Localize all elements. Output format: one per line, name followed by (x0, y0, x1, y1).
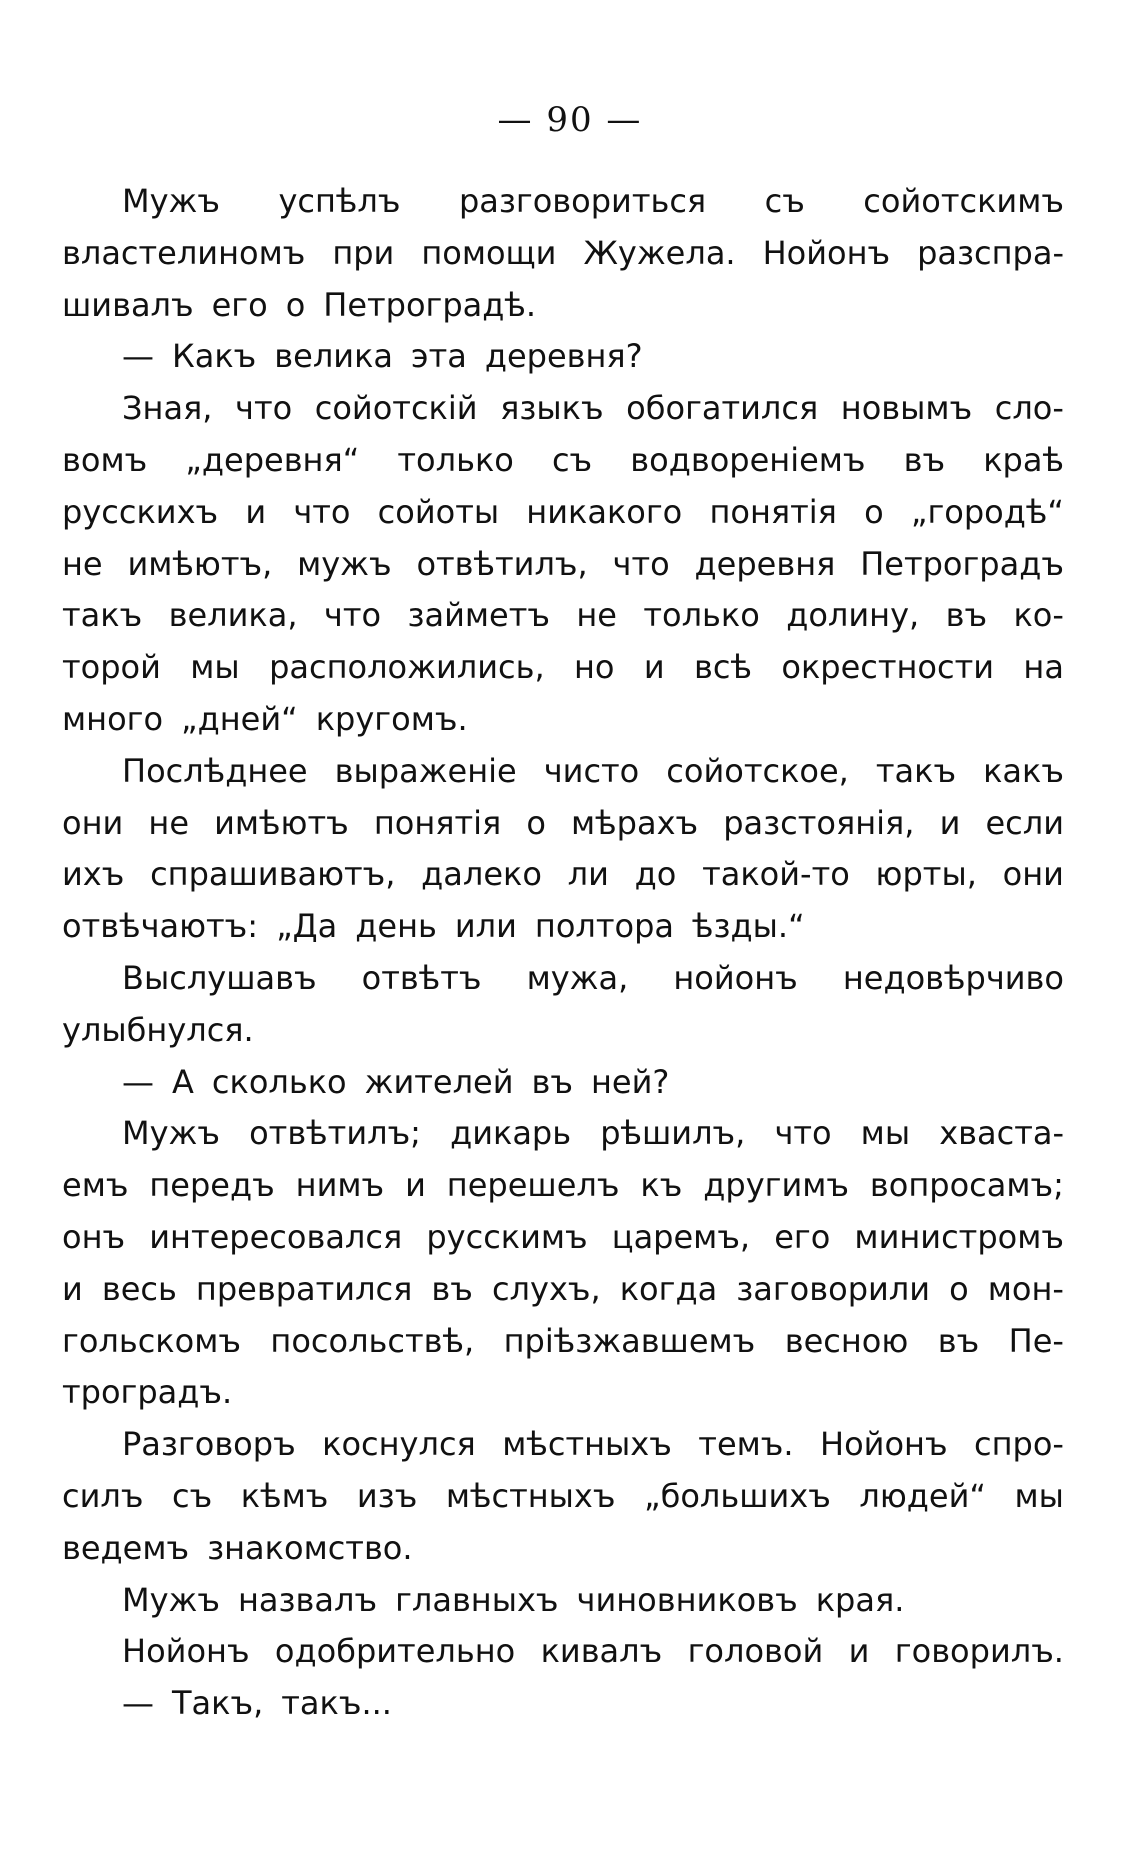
word: что (774, 1114, 832, 1153)
word: другимъ (703, 1166, 849, 1205)
word: только (643, 596, 760, 635)
word: Мужъ (122, 182, 220, 220)
word: сойотское, (666, 751, 849, 790)
word: Такъ, (172, 1684, 264, 1723)
word: помощи (421, 233, 557, 272)
word: съ (764, 182, 805, 220)
text-line (62, 1523, 1064, 1575)
word: мѣстныхъ (445, 1476, 616, 1515)
word: онъ (62, 1217, 126, 1256)
text-line (62, 642, 1064, 694)
paragraph (62, 1419, 1064, 1574)
word: Петроградъ (860, 544, 1064, 583)
word: одобрительно (274, 1632, 516, 1671)
word: Петроградѣ. (323, 285, 537, 324)
word: только (397, 440, 514, 479)
word: мы (860, 1114, 911, 1153)
word: главныхъ (395, 1580, 559, 1619)
word: въ (945, 596, 988, 635)
word: знакомство. (207, 1528, 413, 1567)
word: окрестности (781, 648, 995, 687)
word: расположились, (269, 648, 545, 687)
word: не (62, 544, 103, 583)
word: сойотскимъ (863, 182, 1064, 220)
word: Зная, (122, 389, 213, 428)
word: говорилъ. (894, 1632, 1064, 1671)
word: никакого (526, 492, 683, 531)
word: и (848, 1632, 870, 1671)
body-text (62, 176, 1064, 1730)
paragraph (62, 746, 1064, 953)
word: мы (190, 648, 240, 687)
word: въ (531, 1062, 573, 1101)
text-line (62, 331, 1064, 383)
word: языкъ (500, 389, 604, 428)
word: недовѣрчиво (842, 958, 1064, 997)
word: отвѣчаютъ: (62, 907, 259, 946)
word: когда (619, 1269, 718, 1308)
text-line (62, 1419, 1064, 1471)
word: разговориться (458, 182, 707, 220)
paragraph (62, 383, 1064, 746)
word: — (122, 337, 154, 376)
word: и (62, 1269, 83, 1308)
word: изъ (356, 1476, 418, 1515)
paragraph (62, 953, 1064, 1057)
text-line (62, 746, 1064, 798)
word: интересовался (149, 1217, 403, 1256)
word: съ (172, 1476, 213, 1515)
word: такъ (62, 596, 143, 635)
text-line (62, 1108, 1064, 1160)
word: разстоянія, (723, 803, 915, 842)
word: ней? (590, 1062, 670, 1101)
word: краѣ (983, 440, 1064, 479)
word: его (211, 285, 268, 324)
word: полтора (534, 907, 674, 946)
word: съ (551, 440, 593, 479)
text-line (62, 798, 1064, 850)
word: что (235, 389, 293, 428)
word: выраженіе (334, 751, 517, 790)
word: назвалъ (237, 1580, 378, 1619)
text-line (62, 435, 1064, 487)
word: — (122, 1062, 154, 1101)
word: и (643, 648, 665, 687)
word: мужъ (297, 544, 392, 583)
word: Какъ (172, 337, 257, 376)
word: кѣмъ (240, 1476, 329, 1515)
word: деревня (694, 544, 836, 583)
word: понятія (709, 492, 837, 531)
text-line (62, 1678, 1064, 1730)
word: хваста- (939, 1114, 1064, 1153)
word: „городѣ“ (910, 492, 1064, 531)
word: русскихъ (62, 492, 219, 531)
word: мон- (987, 1269, 1064, 1308)
word: или (454, 907, 517, 946)
word: рѣшилъ, (600, 1114, 746, 1153)
word: властелиномъ (62, 233, 306, 272)
word: нойонъ (673, 958, 798, 997)
word: емъ (62, 1166, 129, 1205)
word: понятія (373, 803, 502, 842)
paragraph (62, 1108, 1064, 1419)
word: „Да (276, 907, 338, 946)
word: до (634, 855, 677, 894)
word: заговорили (736, 1269, 931, 1308)
word: имѣютъ, (127, 544, 273, 583)
word: гольскомъ (62, 1321, 241, 1360)
word: какъ (983, 751, 1064, 790)
word: сойотскій (314, 389, 478, 428)
word: русскимъ (426, 1217, 588, 1256)
word: коснулся (322, 1425, 476, 1464)
word: ли (567, 855, 609, 894)
word: такъ... (281, 1684, 392, 1723)
word: Нойонъ (122, 1632, 250, 1671)
word: спро- (974, 1425, 1064, 1464)
word: царемъ, (611, 1217, 751, 1256)
word: обогатился (626, 389, 819, 428)
word: въ (431, 1269, 473, 1308)
word: торой (62, 648, 161, 687)
word: къ (640, 1166, 683, 1205)
word: что (612, 544, 670, 583)
word: передъ (149, 1166, 275, 1205)
word: министромъ (854, 1217, 1064, 1256)
word: Мужъ (122, 1580, 220, 1619)
word: отвѣтилъ; (249, 1114, 421, 1153)
word: превратился (195, 1269, 413, 1308)
text-line (62, 1575, 1064, 1627)
text-line (62, 1005, 1064, 1057)
word: посольствѣ, (270, 1321, 475, 1360)
word: перешелъ (446, 1166, 620, 1205)
word: юрты, (875, 855, 977, 894)
word: ѣзды.“ (691, 907, 805, 946)
word: Пе- (1008, 1321, 1064, 1360)
word: о (864, 492, 884, 531)
text-line (62, 1316, 1064, 1368)
word: при (332, 233, 395, 272)
word: велика (274, 337, 393, 376)
word: имѣютъ (214, 803, 349, 842)
word: головой (687, 1632, 824, 1671)
word: Послѣднее (122, 751, 308, 790)
text-line (62, 1471, 1064, 1523)
word: пріѣзжавшемъ (503, 1321, 756, 1360)
word: не (576, 596, 617, 635)
paragraph (62, 1575, 1064, 1627)
word: займетъ (407, 596, 550, 635)
word: — (122, 1684, 154, 1723)
word: если (985, 803, 1064, 842)
word: и (245, 492, 267, 531)
word: разспра- (917, 233, 1064, 272)
text-line (62, 383, 1064, 435)
word: Нойонъ (762, 233, 891, 272)
word: чиновниковъ (576, 1580, 798, 1619)
word: о (526, 803, 546, 842)
word: края. (815, 1580, 905, 1619)
word: Нойонъ (820, 1425, 948, 1464)
word: на (1023, 648, 1064, 687)
word: но (573, 648, 615, 687)
word: ведемъ (62, 1528, 190, 1567)
text-line (62, 176, 1064, 228)
word: и (939, 803, 961, 842)
word: всѣ (694, 648, 752, 687)
word: деревня? (484, 337, 643, 376)
text-line (62, 849, 1064, 901)
word: успѣлъ (278, 182, 401, 220)
word: спрашиваютъ, (150, 855, 396, 894)
word: о (285, 285, 306, 324)
word: мѣстныхъ (502, 1425, 672, 1464)
word: вопросамъ; (869, 1166, 1064, 1205)
paragraph (62, 331, 1064, 383)
word: „деревня“ (185, 440, 360, 479)
word: о (949, 1269, 969, 1308)
word: Жужела. (583, 233, 736, 272)
word: „большихъ (644, 1476, 831, 1515)
text-line (62, 1626, 1064, 1678)
word: мы (1014, 1476, 1064, 1515)
word: и (405, 1166, 426, 1205)
word: сло- (994, 389, 1064, 428)
paragraph (62, 1626, 1064, 1678)
word: „дней“ (181, 699, 298, 738)
text-line (62, 1264, 1064, 1316)
word: слухъ, (491, 1269, 601, 1308)
word: сколько (211, 1062, 347, 1101)
word: много (62, 699, 164, 738)
word: отвѣтилъ, (416, 544, 588, 583)
word: въ (903, 440, 946, 479)
word: такой-то (702, 855, 850, 894)
word: троградъ. (62, 1373, 233, 1412)
word: Разговоръ (122, 1425, 296, 1464)
word: жителей (364, 1062, 514, 1101)
word: темъ. (698, 1425, 794, 1464)
text-line (62, 539, 1064, 591)
word: его (774, 1217, 831, 1256)
word: силъ (62, 1476, 144, 1515)
word: водвореніемъ (630, 440, 866, 479)
word: велика, (168, 596, 298, 635)
word: такъ (875, 751, 957, 790)
text-line (62, 953, 1064, 1005)
word: отвѣтъ (361, 958, 482, 997)
text-line (62, 694, 1064, 746)
word: долину, (786, 596, 920, 635)
paragraph (62, 1678, 1064, 1730)
text-line (62, 280, 1064, 332)
word: они (1002, 855, 1064, 894)
word: кругомъ. (315, 699, 468, 738)
text-line (62, 487, 1064, 539)
word: сойоты (377, 492, 500, 531)
word: что (323, 596, 382, 635)
text-line (62, 1212, 1064, 1264)
word: улыбнулся. (62, 1010, 254, 1049)
word: не (148, 803, 189, 842)
word: день (355, 907, 437, 946)
word: они (62, 803, 124, 842)
word: новымъ (840, 389, 973, 428)
word: Выслушавъ (122, 958, 317, 997)
word: А (172, 1062, 194, 1101)
word: нимъ (295, 1166, 385, 1205)
word: Мужъ (122, 1114, 220, 1153)
word: далеко (421, 855, 542, 894)
paragraph (62, 1057, 1064, 1109)
word: эта (411, 337, 467, 376)
text-line (62, 228, 1064, 280)
word: что (293, 492, 351, 531)
page-number: — 90 — (497, 100, 643, 140)
word: ко- (1013, 596, 1064, 635)
paragraph (62, 176, 1064, 331)
word: людей“ (859, 1476, 986, 1515)
word: чисто (543, 751, 640, 790)
word: въ (937, 1321, 980, 1360)
word: ихъ (62, 855, 125, 894)
word: дикарь (450, 1114, 572, 1153)
word: весь (101, 1269, 177, 1308)
text-line (62, 590, 1064, 642)
text-line (62, 1367, 1064, 1419)
text-line (62, 1057, 1064, 1109)
word: вомъ (62, 440, 148, 479)
text-line (62, 1160, 1064, 1212)
word: кивалъ (540, 1632, 663, 1671)
word: шивалъ (62, 285, 194, 324)
text-line (62, 901, 1064, 953)
word: мужа, (526, 958, 629, 997)
word: весною (784, 1321, 909, 1360)
word: мѣрахъ (571, 803, 699, 842)
